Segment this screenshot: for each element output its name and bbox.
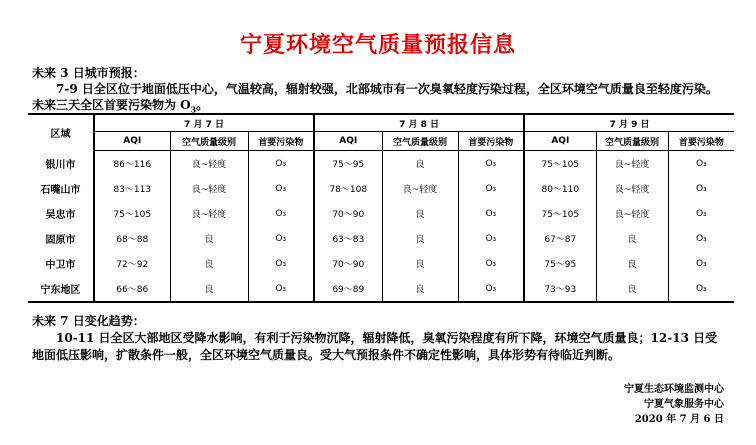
table-row <box>28 226 734 251</box>
aqi-header: AQI <box>524 132 596 151</box>
date-header: 7 月 7 日 <box>94 114 314 132</box>
section-7day-heading: 未来 7 日变化趋势： <box>32 314 145 328</box>
aqi-cell: 70～90 <box>314 201 382 226</box>
level-header: 空气质量级别 <box>170 132 248 151</box>
date-header: 7 月 8 日 <box>314 114 524 132</box>
pollutant-header: 首要污染物 <box>458 132 524 151</box>
aqi-cell: 67～87 <box>524 226 596 251</box>
pollutant-cell: O₃ <box>458 151 524 177</box>
level-cell: 良 <box>170 251 248 276</box>
level-cell: 良 <box>170 226 248 251</box>
table-row <box>28 251 734 276</box>
aqi-cell: 83～113 <box>94 176 170 201</box>
table-row <box>28 176 734 201</box>
aqi-cell: 75～105 <box>524 201 596 226</box>
pollutant-cell: O₃ <box>668 276 734 302</box>
pollutant-cell: O₃ <box>458 176 524 201</box>
date-header: 7 月 9 日 <box>524 114 734 132</box>
pollutant-cell: O₃ <box>248 251 314 276</box>
level-cell: 良 <box>382 251 458 276</box>
table-row <box>28 276 734 302</box>
aqi-cell: 66～86 <box>94 276 170 302</box>
pollutant-cell: O₃ <box>695 233 707 244</box>
footer-org-monitoring: 宁夏生态环境监测中心 <box>624 384 724 395</box>
level-cell: 良 <box>382 276 458 302</box>
forecast-table <box>28 113 734 303</box>
pollutant-cell: O₃ <box>458 226 524 251</box>
aqi-header: AQI <box>94 132 170 151</box>
level-cell: 良~轻度 <box>596 151 668 177</box>
aqi-cell: 72～92 <box>94 251 170 276</box>
footer <box>624 382 724 427</box>
level-cell: 良~轻度 <box>170 151 248 177</box>
table-row <box>28 151 734 177</box>
level-cell: 良 <box>382 151 458 177</box>
pollutant-cell: O₃ <box>248 176 314 201</box>
level-cell: 良~轻度 <box>596 201 668 226</box>
section-3day-end: 。 <box>196 98 209 112</box>
pollutant-cell: O₃ <box>458 251 524 276</box>
level-cell: 良~轻度 <box>596 176 668 201</box>
section-7day-paragraph: 10-11 日全区大部地区受降水影响，有利于污染物沉降，辐射降低，臭氧污染程度有所下降，环境空气质量良；12-13 日受地面低压影响，扩散条件一般，全区环境空气质量良。受大气预报条件不确定性影响，具体形势有待临近判断。 <box>32 331 718 362</box>
aqi-cell: 73～93 <box>524 276 596 302</box>
pollutant-cell: O₃ <box>458 201 524 226</box>
aqi-cell: 68～88 <box>94 226 170 251</box>
section-3day-paragraph <box>32 81 728 117</box>
aqi-cell: 70～90 <box>314 251 382 276</box>
region-header: 区域 <box>28 114 94 151</box>
aqi-cell: 69～89 <box>314 276 382 302</box>
pollutant-header: 首要污染物 <box>248 132 314 151</box>
table-row <box>28 201 734 226</box>
level-cell: 良~轻度 <box>382 176 458 201</box>
level-header: 空气质量级别 <box>382 132 458 151</box>
level-cell: 良 <box>596 226 668 251</box>
footer-org-meteorology: 宁夏气象服务中心 <box>644 399 724 410</box>
pollutant-cell: O₃ <box>695 258 707 269</box>
aqi-header: AQI <box>314 132 382 151</box>
level-cell: 良 <box>596 251 668 276</box>
level-cell: 良~轻度 <box>170 176 248 201</box>
aqi-cell: 86～116 <box>94 151 170 177</box>
aqi-cell: 80～110 <box>524 176 596 201</box>
section-3day-text: 7-9 日全区位于地面低压中心，气温较高，辐射较强，北部城市有一次臭氧轻度污染过程，全区环境空气质量良至轻度污染。未来三天全区首要污染物为 O <box>32 82 718 112</box>
aqi-cell: 75～95 <box>524 251 596 276</box>
level-cell: 良 <box>170 276 248 302</box>
level-header: 空气质量级别 <box>596 132 668 151</box>
aqi-cell: 63～83 <box>314 226 382 251</box>
page-title: 宁夏环境空气质量预报信息 <box>239 32 516 58</box>
section-3day-heading: 未来 3 日城市预报： <box>32 66 145 80</box>
level-cell: 良 <box>596 276 668 302</box>
table-date-header-row <box>28 114 734 132</box>
pollutant-cell: O₃ <box>695 183 707 194</box>
o3-subscript: 3 <box>190 104 197 115</box>
footer-date: 2020 年 7 月 6 日 <box>634 414 724 425</box>
region-cell: 宁东地区 <box>28 276 94 302</box>
table-subheader-row <box>28 132 734 151</box>
pollutant-cell: O₃ <box>248 226 314 251</box>
aqi-cell: 75～105 <box>524 151 596 177</box>
pollutant-cell: O₃ <box>248 276 314 302</box>
aqi-cell: 75～105 <box>94 201 170 226</box>
level-cell: 良~轻度 <box>170 201 248 226</box>
pollutant-cell: O₃ <box>458 276 524 302</box>
aqi-cell: 75～95 <box>314 151 382 177</box>
pollutant-cell: O₃ <box>695 208 707 219</box>
pollutant-cell: O₃ <box>248 151 314 177</box>
region-cell: 吴忠市 <box>28 201 94 226</box>
pollutant-header: 首要污染物 <box>668 132 734 151</box>
region-cell: 银川市 <box>28 151 94 177</box>
pollutant-cell: O₃ <box>248 201 314 226</box>
region-cell: 固原市 <box>28 226 94 251</box>
level-cell: 良 <box>382 201 458 226</box>
level-cell: 良 <box>382 226 458 251</box>
pollutant-cell: O₃ <box>695 158 707 169</box>
aqi-cell: 78～108 <box>314 176 382 201</box>
region-cell: 石嘴山市 <box>28 176 94 201</box>
region-cell: 中卫市 <box>28 251 94 276</box>
